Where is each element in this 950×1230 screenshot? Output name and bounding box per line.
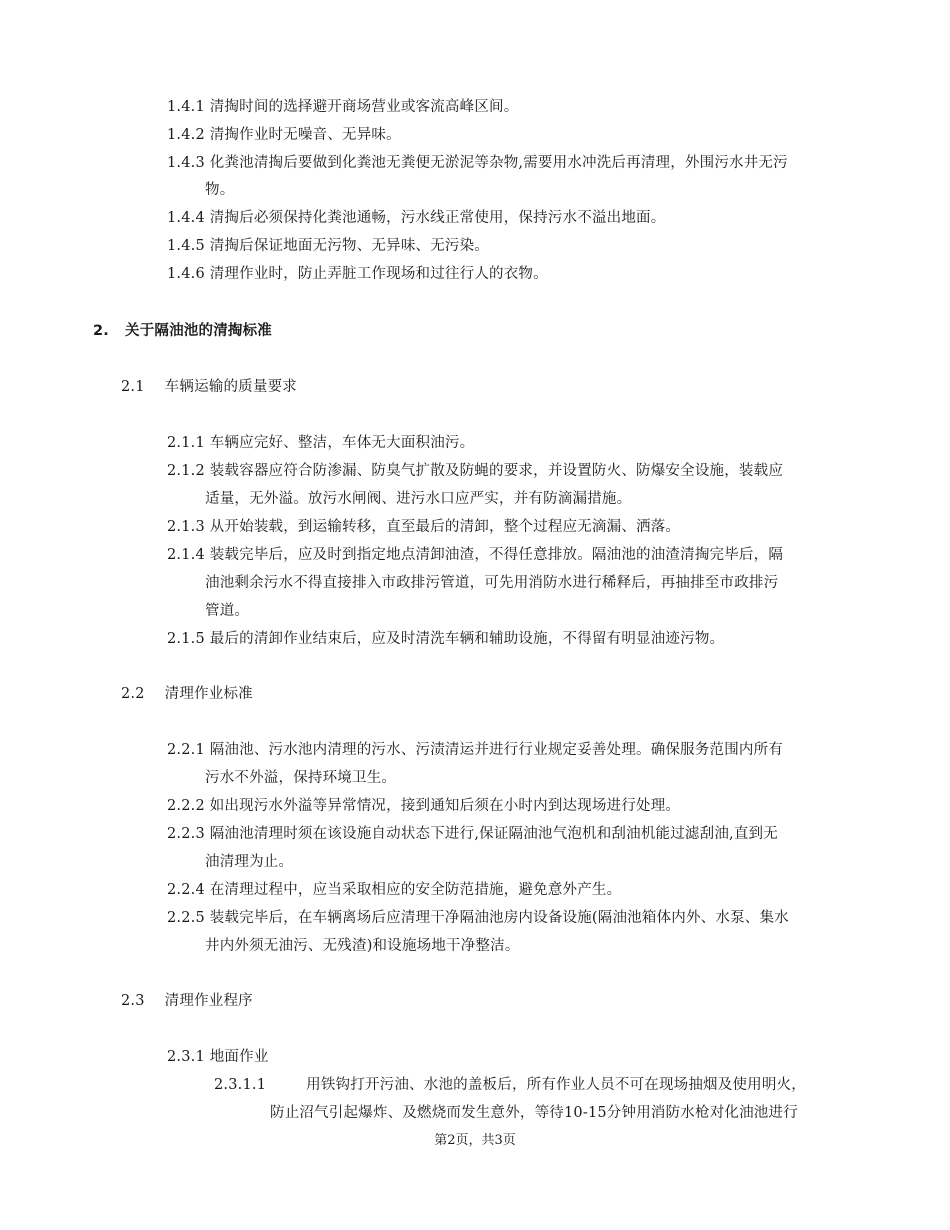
list-item-continuation: 井内外须无油污、无残渣)和设施场地干净整洁。 (205, 938, 520, 954)
subsection-heading: 2.3 清理作业程序 (121, 993, 253, 1009)
subsection-heading: 2.2 清理作业标准 (121, 686, 253, 702)
list-item: 1.4.3 化粪池清掏后要做到化粪池无粪便无淤泥等杂物,需要用水冲洗后再清理，外围污水井无污 (167, 155, 788, 171)
list-item: 1.4.4 清掏后必须保持化粪池通畅，污水线正常使用，保持污水不溢出地面。 (167, 210, 666, 226)
list-item: 2.3.1 地面作业 (167, 1049, 269, 1065)
list-item-continuation: 防止沼气引起爆炸、及燃烧而发生意外，等待10-15分钟用消防水枪对化油池进行 (270, 1105, 798, 1121)
list-item: 2.2.2 如出现污水外溢等异常情况，接到通知后须在小时内到达现场进行处理。 (167, 798, 681, 814)
list-item: 2.2.4 在清理过程中，应当采取相应的安全防范措施，避免意外产生。 (167, 882, 622, 898)
section-heading: 2. 关于隔油池的清掏标准 (93, 323, 272, 339)
list-item: 2.3.1.1 用铁钩打开污油、水池的盖板后，所有作业人员不可在现场抽烟及使用明火， (214, 1077, 806, 1093)
list-item: 1.4.2 清掏作业时无噪音、无异味。 (167, 127, 401, 143)
list-item: 2.1.2 装载容器应符合防渗漏、防臭气扩散及防蝇的要求，并设置防火、防爆安全设施，装载应 (167, 463, 784, 479)
list-item: 2.1.4 装载完毕后，应及时到指定地点清卸油渣，不得任意排放。隔油池的油渣清掏完毕后，隔 (167, 547, 784, 563)
list-item: 2.2.5 装载完毕后，在车辆离场后应清理干净隔油池房内设备设施(隔油池箱体内外、水泵、集水 (167, 910, 789, 926)
list-item: 2.1.5 最后的清卸作业结束后，应及时清洗车辆和辅助设施，不得留有明显油迹污物。 (167, 631, 725, 647)
list-item: 1.4.5 清掏后保证地面无污物、无异味、无污染。 (167, 238, 490, 254)
page-footer: 第2页，共3页 (434, 1133, 516, 1148)
list-item-continuation: 物。 (205, 182, 235, 198)
list-item-continuation: 适量，无外溢。放污水闸阀、进污水口应严实，并有防滴漏措施。 (205, 491, 632, 507)
list-item: 1.4.6 清理作业时，防止弄脏工作现场和过往行人的衣物。 (167, 266, 548, 282)
list-item: 1.4.1 清掏时间的选择避开商场营业或客流高峰区间。 (167, 99, 519, 115)
list-item: 2.1.1 车辆应完好、整洁，车体无大面积油污。 (167, 435, 475, 451)
list-item-continuation: 污水不外溢，保持环境卫生。 (205, 770, 397, 786)
list-item: 2.1.3 从开始装载，到运输转移，直至最后的清卸，整个过程应无滴漏、洒落。 (167, 519, 681, 535)
list-item: 2.2.3 隔油池清理时须在该设施自动状态下进行,保证隔油池气泡机和刮油机能过滤刮油,直到无 (167, 826, 778, 842)
subsection-heading: 2.1 车辆运输的质量要求 (121, 379, 297, 395)
list-item-continuation: 油池剩余污水不得直接排入市政排污管道，可先用消防水进行稀释后，再抽排至市政排污 (205, 575, 779, 591)
list-item-continuation: 油清理为止。 (205, 854, 294, 870)
list-item-continuation: 管道。 (205, 603, 250, 619)
list-item: 2.2.1 隔油池、污水池内清理的污水、污渍清运并进行行业规定妥善处理。确保服务范围内所有 (167, 742, 784, 758)
